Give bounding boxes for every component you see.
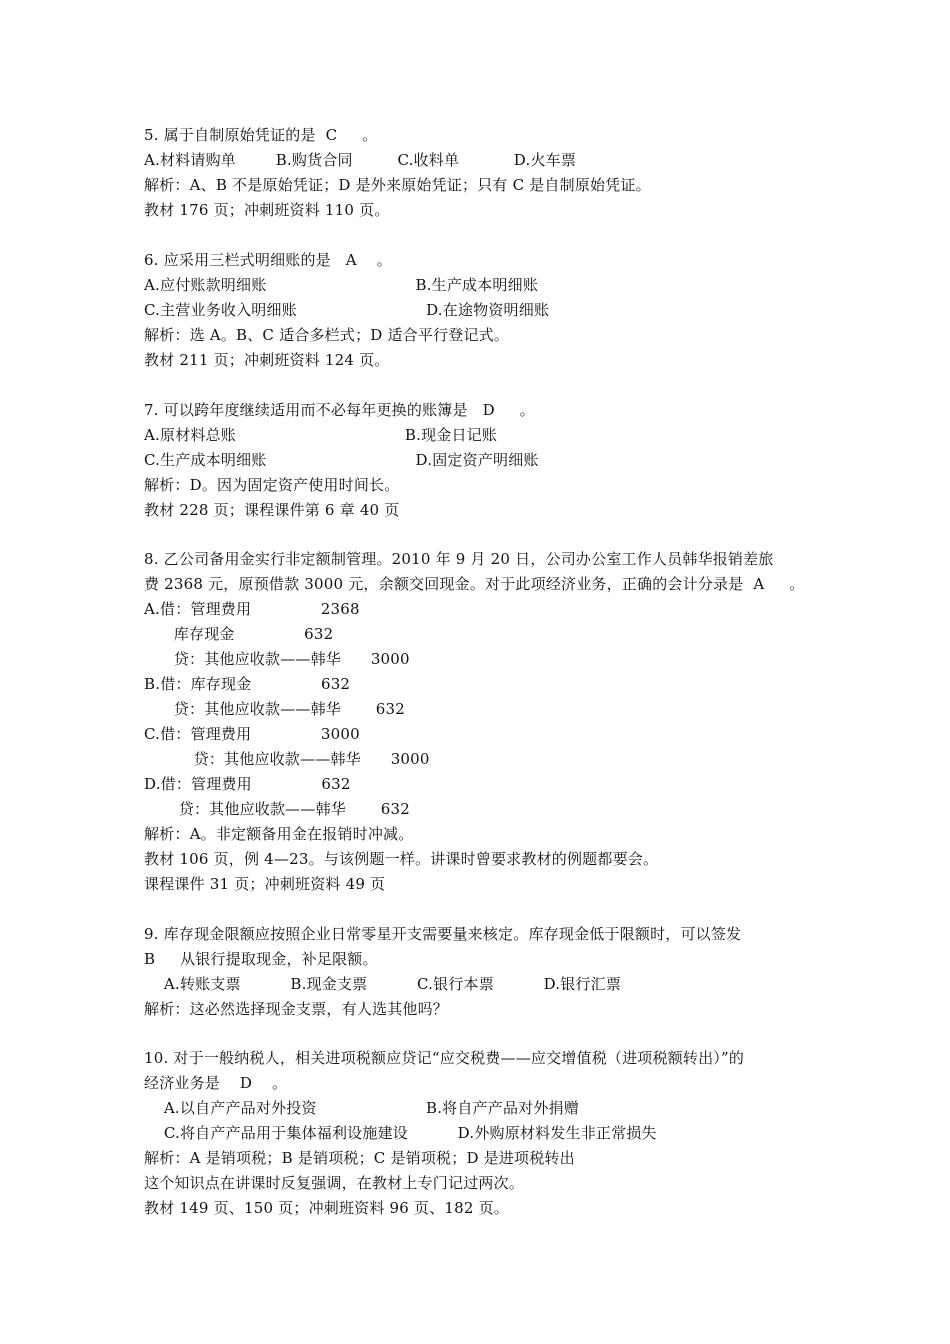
q10-question-line2: 经济业务是 D 。 [144, 1074, 288, 1092]
q9-question-line1: 9. 库存现金限额应按照企业日常零星开支需要量来核定。库存现金低于限额时，可以签发 [144, 925, 742, 943]
q9-analysis: 解析：这必然选择现金支票，有人选其他吗？ [144, 1000, 449, 1018]
q8-option-d-line2: 贷：其他应收款——韩华 632 [144, 800, 410, 818]
q8-analysis: 解析：A。非定额备用金在报销时冲减。 [144, 825, 414, 843]
q8-option-a-line3: 贷：其他应收款——韩华 3000 [144, 650, 410, 668]
q7-question: 7. 可以跨年度继续适用而不必每年更换的账簿是 D 。 [144, 401, 535, 419]
q8-option-c-line1: C.借：管理费用 3000 [144, 725, 360, 743]
q10-analysis: 解析：A 是销项税；B 是销项税；C 是销项税；D 是进项税转出 [144, 1149, 575, 1167]
q7-options-ab: A.原材料总账 B.现金日记账 [144, 426, 498, 444]
q9-question-line2: B 从银行提取现金，补足限额。 [144, 950, 378, 968]
q5-reference: 教材 176 页；冲刺班资料 110 页。 [144, 201, 390, 219]
q8-option-b-line1: B.借：库存现金 632 [144, 675, 351, 693]
q8-question-line1: 8. 乙公司备用金实行非定额制管理。2010 年 9 月 20 日，公司办公室工作人员韩华报销差旅 [144, 550, 774, 568]
q7-options-cd: C.生产成本明细账 D.固定资产明细账 [144, 451, 539, 469]
q6-reference: 教材 211 页；冲刺班资料 124 页。 [144, 351, 390, 369]
q7-analysis: 解析：D。因为固定资产使用时间长。 [144, 476, 400, 494]
q8-question-line2: 费 2368 元，原预借款 3000 元，余额交回现金。对于此项经济业务，正确的会计分录是 A 。 [144, 575, 805, 593]
q9-options: A.转账支票 B.现金支票 C.银行本票 D.银行汇票 [144, 975, 622, 993]
q6-options-cd: C.主营业务收入明细账 D.在途物资明细账 [144, 301, 550, 319]
q8-option-a-line2: 库存现金 632 [144, 625, 334, 643]
q10-reference: 教材 149 页、150 页；冲刺班资料 96 页、182 页。 [144, 1199, 509, 1217]
q10-question-line1: 10. 对于一般纳税人，相关进项税额应贷记“应交税费——应交增值税（进项税额转出）”的 [144, 1049, 745, 1067]
q8-option-b-line2: 贷：其他应收款——韩华 632 [144, 700, 406, 718]
q6-question: 6. 应采用三栏式明细账的是 A 。 [144, 251, 392, 269]
q8-reference1: 教材 106 页，例 4—23。与该例题一样。讲课时曾要求教材的例题都要会。 [144, 850, 659, 868]
q8-reference2: 课程课件 31 页；冲刺班资料 49 页 [144, 875, 386, 893]
q7-reference: 教材 228 页；课程课件第 6 章 40 页 [144, 501, 400, 519]
q8-option-a-line1: A.借：管理费用 2368 [144, 600, 360, 618]
q8-option-c-line2: 贷：其他应收款——韩华 3000 [144, 750, 430, 768]
q5-question: 5. 属于自制原始凭证的是 C 。 [144, 126, 378, 144]
q5-options: A.材料请购单 B.购货合同 C.收料单 D.火车票 [144, 151, 577, 169]
q10-options-cd: C.将自产产品用于集体福利设施建设 D.外购原材料发生非正常损失 [144, 1124, 657, 1142]
q10-options-ab: A.以自产产品对外投资 B.将自产产品对外捐赠 [144, 1099, 579, 1117]
q10-note: 这个知识点在讲课时反复强调，在教材上专门记过两次。 [144, 1174, 525, 1192]
q8-option-d-line1: D.借：管理费用 632 [144, 775, 351, 793]
q6-analysis: 解析：选 A。B、C 适合多栏式；D 适合平行登记式。 [144, 326, 510, 344]
q5-analysis: 解析：A、B 不是原始凭证；D 是外来原始凭证；只有 C 是自制原始凭证。 [144, 176, 651, 194]
q6-options-ab: A.应付账款明细账 B.生产成本明细账 [144, 276, 539, 294]
